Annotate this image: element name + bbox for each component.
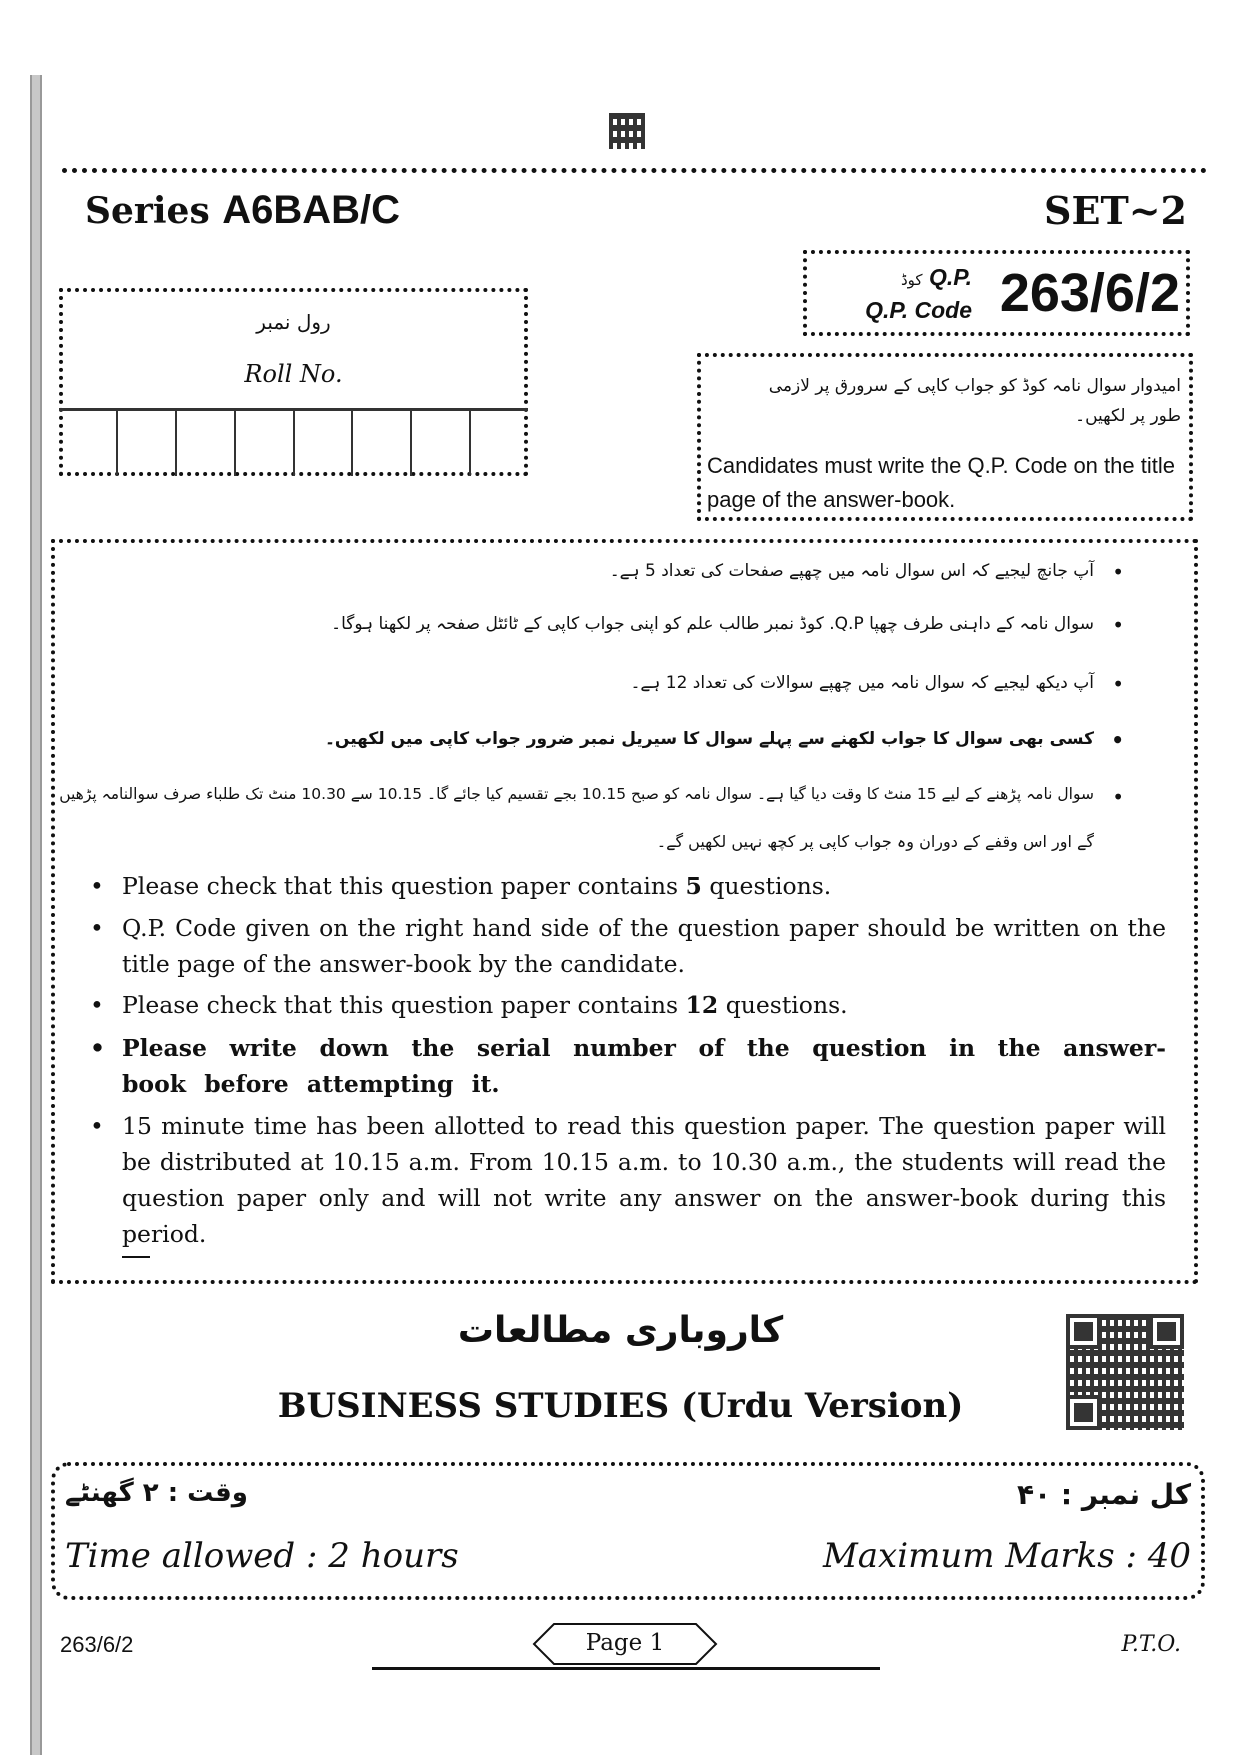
roll-label: Roll No. bbox=[244, 360, 343, 388]
page-underline bbox=[372, 1667, 880, 1670]
please-turn-over: P.T.O. bbox=[1121, 1632, 1181, 1657]
roll-digit-box[interactable] bbox=[471, 411, 528, 476]
roll-digit-box[interactable] bbox=[177, 411, 236, 476]
series-heading bbox=[85, 188, 400, 233]
qp-code-value: 263/6/2 bbox=[999, 263, 1180, 323]
roll-digit-box[interactable] bbox=[236, 411, 295, 476]
footer-code: 263/6/2 bbox=[60, 1632, 134, 1657]
roll-digit-box[interactable] bbox=[412, 411, 471, 476]
short-rule bbox=[122, 1256, 150, 1258]
candidate-note-box bbox=[697, 353, 1193, 521]
subject-title: BUSINESS STUDIES (Urdu Version) bbox=[277, 1386, 964, 1426]
instruction-5: • 15 minute time has been allotted to read this question paper. The question paper will be distributed at 10.15 a.m. From 10.15 a.m. to 10.30 a.m., the students will read the question paper only and will not write any answer on the answer-book during this period. bbox=[90, 1112, 1166, 1248]
urdu-instruction: • آپ جانچ لیجیے کہ اس سوال نامہ میں چھپے صفحات کی تعداد 5 ہے۔ bbox=[610, 560, 1094, 581]
top-divider bbox=[62, 168, 1207, 173]
roll-digit-box[interactable] bbox=[295, 411, 354, 476]
qp-label: کوڈ Q.P. Q.P. Code bbox=[865, 264, 972, 323]
urdu-instruction: • آپ دیکھ لیجیے کہ سوال نامہ میں چھپے سوالات کی تعداد 12 ہے۔ bbox=[630, 672, 1094, 693]
urdu-instruction: • کسی بھی سوال کا جواب لکھنے سے پہلے سوال کا سیریل نمبر ضرور جواب کاپی میں لکھیں۔ bbox=[325, 728, 1094, 749]
roll-number-box bbox=[59, 288, 528, 476]
series-code: A6BAB/C bbox=[222, 188, 401, 232]
urdu-instruction-continued: گے اور اس وقفے کے دوران وہ جواب کاپی پر کچھ نہیں لکھیں گے۔ bbox=[656, 832, 1094, 851]
roll-digit-box[interactable] bbox=[59, 411, 118, 476]
maximum-marks: Maximum Marks : 40 bbox=[822, 1536, 1191, 1576]
urdu-instruction: • سوال نامہ کے داہنی طرف چھپا Q.P. کوڈ نمبر طالب علم کو اپنی جواب کاپی کے ٹائٹل صفحہ پر لکھنا ہوگا۔ bbox=[331, 613, 1094, 634]
set-number: SET~2 bbox=[1044, 188, 1187, 233]
small-qr-code bbox=[609, 113, 645, 149]
instruction-4: • Please write down the serial number of the question in the answer-book before attempting it. bbox=[90, 1034, 1166, 1098]
page-binding-edge bbox=[30, 75, 42, 1755]
subject-urdu-title: کاروباری مطالعات bbox=[457, 1310, 784, 1351]
time-urdu: وقت : ۲ گھنٹے bbox=[65, 1478, 248, 1508]
candidate-note-english: Candidates must write the Q.P. Code on the title page of the answer-book. bbox=[707, 453, 1175, 512]
page-number: Page 1 bbox=[585, 1630, 665, 1656]
instruction-1: • Please check that this question paper contains 5 questions. bbox=[90, 872, 832, 900]
series-label: Series bbox=[85, 190, 210, 232]
subject-qr-code bbox=[1066, 1314, 1184, 1430]
urdu-instruction: • سوال نامہ پڑھنے کے لیے 15 منٹ کا وقت دیا گیا ہے۔ سوال نامہ کو صبح 10.15 بجے تقسیم کیا جائے گا۔ 10.15 سے 10.30 منٹ تک طلباء صرف سوالنامہ پڑھیں bbox=[84, 785, 1094, 803]
qp-code-box bbox=[803, 250, 1190, 336]
candidate-note-urdu: امیدوار سوال نامہ کوڈ کو جواب کاپی کے سرورق پر لازمی طور پر لکھیں۔ bbox=[768, 376, 1181, 426]
roll-urdu-label: رول نمبر bbox=[256, 310, 331, 334]
roll-number-grid[interactable] bbox=[59, 408, 528, 476]
instruction-3: • Please check that this question paper contains 12 questions. bbox=[90, 991, 848, 1019]
marks-urdu: کل نمبر : ۴۰ bbox=[1016, 1478, 1191, 1511]
roll-digit-box[interactable] bbox=[353, 411, 412, 476]
roll-digit-box[interactable] bbox=[118, 411, 177, 476]
page-number-badge bbox=[532, 1622, 718, 1666]
instruction-2: • Q.P. Code given on the right hand side of the question paper should be written on the title page of the answer-book by the candidate. bbox=[90, 914, 1166, 978]
exam-info-box bbox=[51, 1462, 1205, 1600]
time-allowed: Time allowed : 2 hours bbox=[65, 1536, 459, 1576]
